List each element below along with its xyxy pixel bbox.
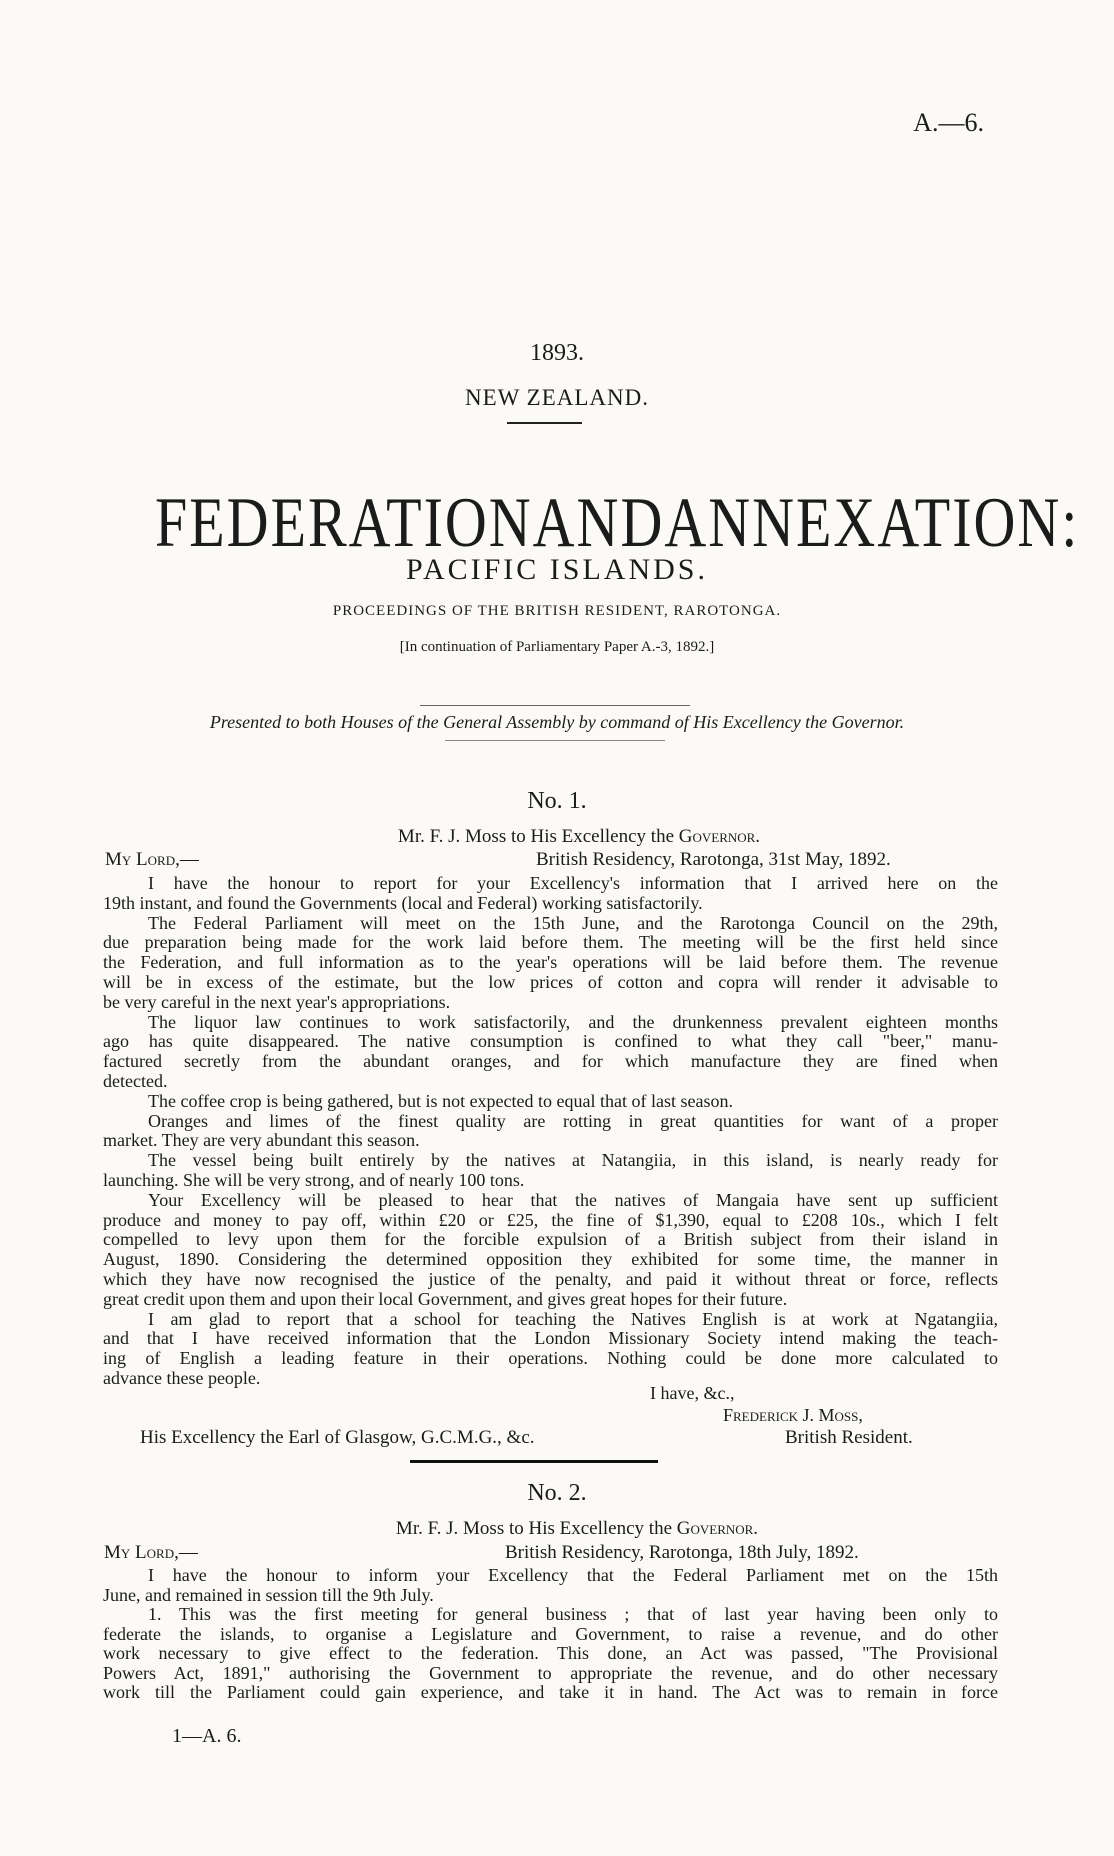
divider	[445, 740, 665, 741]
body-line: and that I have received information that the London Missionary Society intend making the teach-	[103, 1328, 998, 1349]
divider	[507, 422, 582, 424]
body-line: The coffee crop is being gathered, but is not expected to equal that of last season.	[148, 1090, 733, 1111]
body-line: due preparation being made for the work laid before them. The meeting will be the first held since	[103, 932, 998, 953]
body-line: I am glad to report that a school for teaching the Natives English is at work at Ngatangiia,	[148, 1308, 998, 1329]
body-line: detected.	[103, 1071, 168, 1091]
letter-number: No. 1.	[527, 788, 587, 814]
closing: I have, &c.,	[650, 1383, 735, 1403]
page-identifier: A.—6.	[913, 108, 984, 137]
title-word: ANNEXATION:	[664, 482, 1080, 562]
body-line: 1. This was the first meeting for general business ; that of last year having been only to	[148, 1604, 998, 1624]
body-line: factured secretly from the abundant oranges, and for which manufacture they are fined when	[103, 1051, 998, 1072]
body-line: The vessel being built entirely by the natives at Natangiia, in this island, is nearly ready for	[148, 1150, 998, 1171]
presented-note: Presented to both Houses of the General Assembly by command of His Excellency the Governor.	[209, 712, 905, 732]
signature: Frederick J. Moss,	[723, 1405, 863, 1425]
continuation-note: [In continuation of Parliamentary Paper A.-3, 1892.]	[399, 639, 715, 655]
title-word: FEDERATION	[155, 482, 533, 562]
body-line: will be in excess of the estimate, but the low prices of cotton and copra will render it advisable to	[103, 972, 998, 992]
body-line: be very careful in the next year's appropriations.	[103, 991, 451, 1012]
letter-from-to: Mr. F. J. Moss to His Excellency the Governor.	[397, 826, 761, 847]
title-word: AND	[532, 482, 665, 562]
body-line: Your Excellency will be pleased to hear that the natives of Mangaia have sent up sufficient	[148, 1189, 998, 1210]
body-line: ing of English a leading feature in their operations. Nothing could be done more calculated to	[103, 1348, 998, 1369]
page-footer: 1—A. 6.	[172, 1725, 242, 1747]
body-line: 19th instant, and found the Governments (local and Federal) working satisfactorily.	[103, 892, 703, 913]
letter-number: No. 2.	[527, 1480, 587, 1506]
place-date: British Residency, Rarotonga, 18th July, 1892.	[505, 1542, 859, 1563]
body-line: federate the islands, to organise a Legislature and Government, to raise a revenue, and do other	[103, 1623, 998, 1644]
body-line: great credit upon them and upon their local Government, and gives great hopes for their future.	[103, 1288, 788, 1309]
body-line: ago has quite disappeared. The native consumption is confined to what they call "beer," manu-	[103, 1031, 998, 1052]
body-line: market. They are very abundant this season.	[103, 1130, 420, 1151]
body-line: The liquor law continues to work satisfactorily, and the drunkenness prevalent eighteen months	[148, 1011, 998, 1032]
divider	[410, 1460, 658, 1463]
body-line: Powers Act, 1891," authorising the Government to appropriate the revenue, and do other necessary	[103, 1662, 998, 1683]
addressee: His Excellency the Earl of Glasgow, G.C.M.G., &c.	[140, 1427, 535, 1448]
body-line: which they have now recognised the justice of the penalty, and paid it without threat or force, reflects	[103, 1269, 998, 1289]
signature-title: British Resident.	[785, 1427, 913, 1448]
divider	[420, 705, 690, 706]
year: 1893.	[530, 340, 584, 366]
body-line: work till the Parliament could gain experience, and take it in hand. The Act was to remain in force	[103, 1682, 998, 1702]
body-line: work necessary to give effect to the federation. This done, an Act was passed, "The Provisional	[103, 1643, 998, 1663]
body-line: I have the honour to inform your Excellency that the Federal Parliament met on the 15th	[148, 1565, 998, 1585]
salutation: My Lord,—	[105, 849, 199, 870]
body-line: compelled to levy upon them for the forcible expulsion of a British subject from their island in	[103, 1229, 998, 1250]
document-subtitle: PACIFIC ISLANDS.	[406, 553, 708, 586]
country: NEW ZEALAND.	[464, 385, 650, 410]
body-line: Oranges and limes of the finest quality are rotting in great quantities for want of a proper	[148, 1110, 998, 1131]
body-line: I have the honour to report for your Excellency's information that I arrived here on the	[148, 873, 998, 893]
body-line: the Federation, and full information as to the year's operations will be laid before them. The revenue	[103, 952, 998, 973]
body-line: The Federal Parliament will meet on the 15th June, and the Rarotonga Council on the 29th,	[148, 912, 998, 933]
body-line: June, and remained in session till the 9th July.	[103, 1584, 434, 1605]
letter-from-to: Mr. F. J. Moss to His Excellency the Governor.	[395, 1518, 759, 1539]
proceedings-heading: PROCEEDINGS OF THE BRITISH RESIDENT, RAROTONGA.	[332, 603, 782, 619]
place-date: British Residency, Rarotonga, 31st May, 1892.	[536, 849, 891, 870]
body-line: launching. She will be very strong, and of nearly 100 tons.	[103, 1170, 525, 1190]
body-line: advance these people.	[103, 1368, 261, 1388]
body-line: produce and money to pay off, within £20 or £25, the fine of $1,390, equal to £208 10s., which I felt	[103, 1209, 998, 1230]
salutation: My Lord,—	[104, 1542, 198, 1563]
body-line: August, 1890. Considering the determined opposition they exhibited for some time, the manner in	[103, 1249, 998, 1270]
